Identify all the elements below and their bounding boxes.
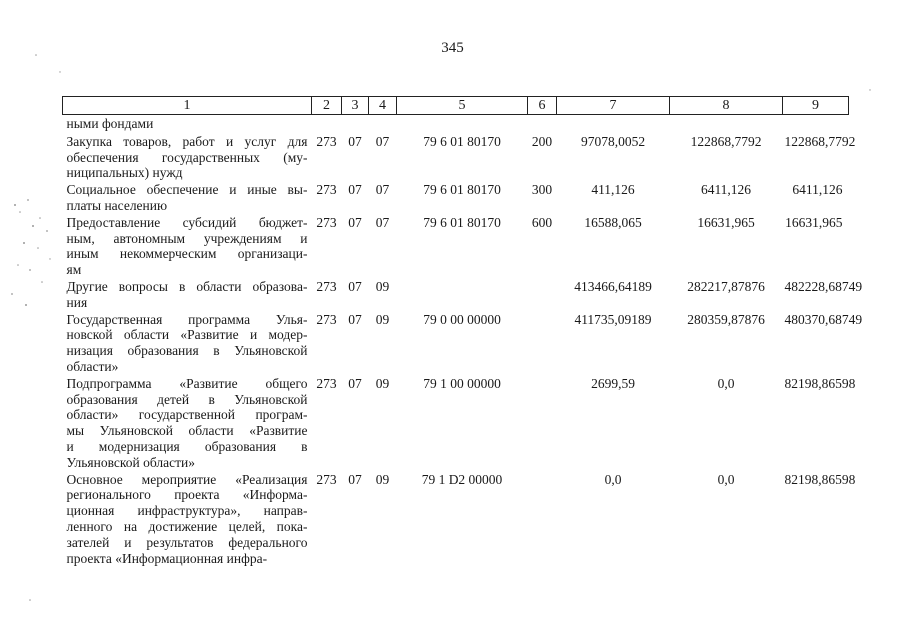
section-code-cell: 07 [348,278,362,294]
row-name-line: области» [66,358,119,374]
table-row [63,471,849,567]
target-article-cell [397,278,528,311]
column-header-4: 4 [369,97,397,115]
row-name-line: Предоставление субсидий бюджет- [66,214,308,230]
row-name-line: низация образования в Ульяновской [66,343,308,359]
row-name-line: Ульяновской области» [66,454,196,470]
table-row [63,115,849,133]
expense-type-cell [528,278,557,311]
amount-year-1-cell: 97078,0052 [580,133,646,149]
subsection-code-cell: 07 [375,214,390,230]
amount-year-2-cell: 0,0 [717,471,735,487]
column-header-9: 9 [783,97,849,115]
expense-type-cell [528,375,557,471]
amount-year-3-cell [783,115,849,133]
amount-year-3-cell: 82198,86598 [784,375,856,391]
budget-table [62,96,863,566]
section-code-cell: 07 [348,182,362,198]
row-name-line: Государственная программа Улья- [66,311,308,327]
ministry-code-cell: 273 [316,182,337,198]
amount-year-1-cell: 2699,59 [591,375,635,391]
subsection-code-cell: 09 [375,471,390,487]
column-header-8: 8 [670,97,783,115]
ministry-code-cell [312,115,342,133]
row-name-cell [63,133,312,181]
ministry-code-cell: 273 [316,311,337,327]
row-name-line: ниципальных) нужд [66,165,183,181]
table-row [63,311,849,375]
column-header-3: 3 [342,97,369,115]
ministry-code-cell: 273 [316,375,337,391]
section-code-cell: 07 [348,375,362,391]
amount-year-1-cell [557,115,670,133]
column-header-5: 5 [397,97,528,115]
row-name-cell [63,311,312,375]
amount-year-2-cell: 282217,87876 [687,278,765,294]
section-code-cell: 07 [348,133,362,149]
table-row [63,181,849,214]
expense-type-cell: 600 [531,214,553,230]
ministry-code-cell: 273 [316,214,337,230]
amount-year-2-cell: 280359,87876 [687,311,765,327]
row-name-line: ными фондами [66,116,154,131]
row-name-line: ным, автономным учреждениям и [66,230,308,246]
target-article-cell: 79 6 01 80170 [423,133,501,149]
subsection-code-cell: 07 [375,133,390,149]
ministry-code-cell: 273 [316,278,337,294]
amount-year-2-cell: 16631,965 [697,214,755,230]
row-name-line: ям [66,262,82,278]
subsection-code-cell [369,115,397,133]
section-code-cell: 07 [348,311,362,327]
target-article-cell: 79 6 01 80170 [423,182,501,198]
ministry-code-cell: 273 [316,133,337,149]
row-name-line: регионального проекта «Информа- [66,487,308,503]
section-code-cell: 07 [348,471,362,487]
column-header-1: 1 [63,97,312,115]
row-name-line: проекта «Информационная инфра- [66,550,268,566]
amount-year-1-cell: 413466,64189 [574,278,652,294]
amount-year-1-cell: 411,126 [591,182,635,198]
target-article-cell: 79 1 D2 00000 [421,471,503,487]
row-name-cell [63,278,312,311]
subsection-code-cell: 07 [375,182,390,198]
expense-type-cell: 200 [531,133,553,149]
row-name-cell [63,471,312,567]
row-name-line: Закупка товаров, работ и услуг для [66,133,308,149]
row-name-line: Социальное обеспечение и иные вы- [66,182,308,198]
section-code-cell [342,115,369,133]
target-article-cell [397,115,528,133]
page-number: 345 [441,40,464,56]
subsection-code-cell: 09 [375,311,390,327]
column-header-6: 6 [528,97,557,115]
ministry-code-cell: 273 [316,471,337,487]
target-article-cell: 79 6 01 80170 [423,214,501,230]
subsection-code-cell: 09 [375,278,390,294]
table-row [63,375,849,471]
row-name-line: мы Ульяновской области «Развитие [66,423,308,439]
amount-year-3-cell: 82198,86598 [784,471,856,487]
row-name-cell [63,214,312,278]
row-name-line: области» государственной програм- [66,407,308,423]
amount-year-1-cell: 0,0 [604,471,622,487]
row-name-line: платы населению [66,197,168,213]
table-row [63,278,849,311]
amount-year-3-cell: 480370,68749 [784,311,863,327]
expense-type-cell [528,115,557,133]
target-article-cell: 79 1 00 00000 [423,375,501,391]
row-name-line: зателей и результатов федерального [66,534,308,550]
row-name-line: ния [66,294,88,310]
row-name-line: Другие вопросы в области образова- [66,278,308,294]
row-name-cell [63,115,312,133]
row-name-cell [63,181,312,214]
amount-year-1-cell: 16588,065 [584,214,642,230]
amount-year-2-cell [670,115,783,133]
amount-year-3-cell: 122868,7792 [784,133,856,149]
amount-year-2-cell: 0,0 [717,375,735,391]
row-name-line: обеспечения государственных (му- [66,149,308,165]
table-row [63,133,849,181]
column-header-2: 2 [312,97,342,115]
row-name-line: новской области «Развитие и модер- [66,327,308,343]
amount-year-1-cell: 411735,09189 [574,311,652,327]
expense-type-cell: 300 [531,182,553,198]
table-header-row [63,97,849,115]
amount-year-3-cell: 482228,68749 [784,278,863,294]
row-name-line: Основное мероприятие «Реализация [66,471,308,487]
expense-type-cell [528,471,557,567]
table-body [63,115,863,567]
row-name-line: образования детей в Ульяновской [66,391,308,407]
column-header-7: 7 [557,97,670,115]
amount-year-3-cell: 16631,965 [785,214,843,230]
section-code-cell: 07 [348,214,362,230]
amount-year-3-cell: 6411,126 [792,182,843,198]
table-row [63,214,849,278]
row-name-line: и модернизация образования в [66,438,308,454]
amount-year-2-cell: 122868,7792 [690,133,762,149]
target-article-cell: 79 0 00 00000 [423,311,501,327]
row-name-line: иным некоммерческим организаци- [66,246,308,262]
row-name-line: ционная инфраструктура», направ- [66,503,308,519]
row-name-line: ленного на достижение целей, пока- [66,518,308,534]
expense-type-cell [528,311,557,375]
subsection-code-cell: 09 [375,375,390,391]
row-name-cell [63,375,312,471]
amount-year-2-cell: 6411,126 [700,182,752,198]
row-name-line: Подпрограмма «Развитие общего [66,375,308,391]
